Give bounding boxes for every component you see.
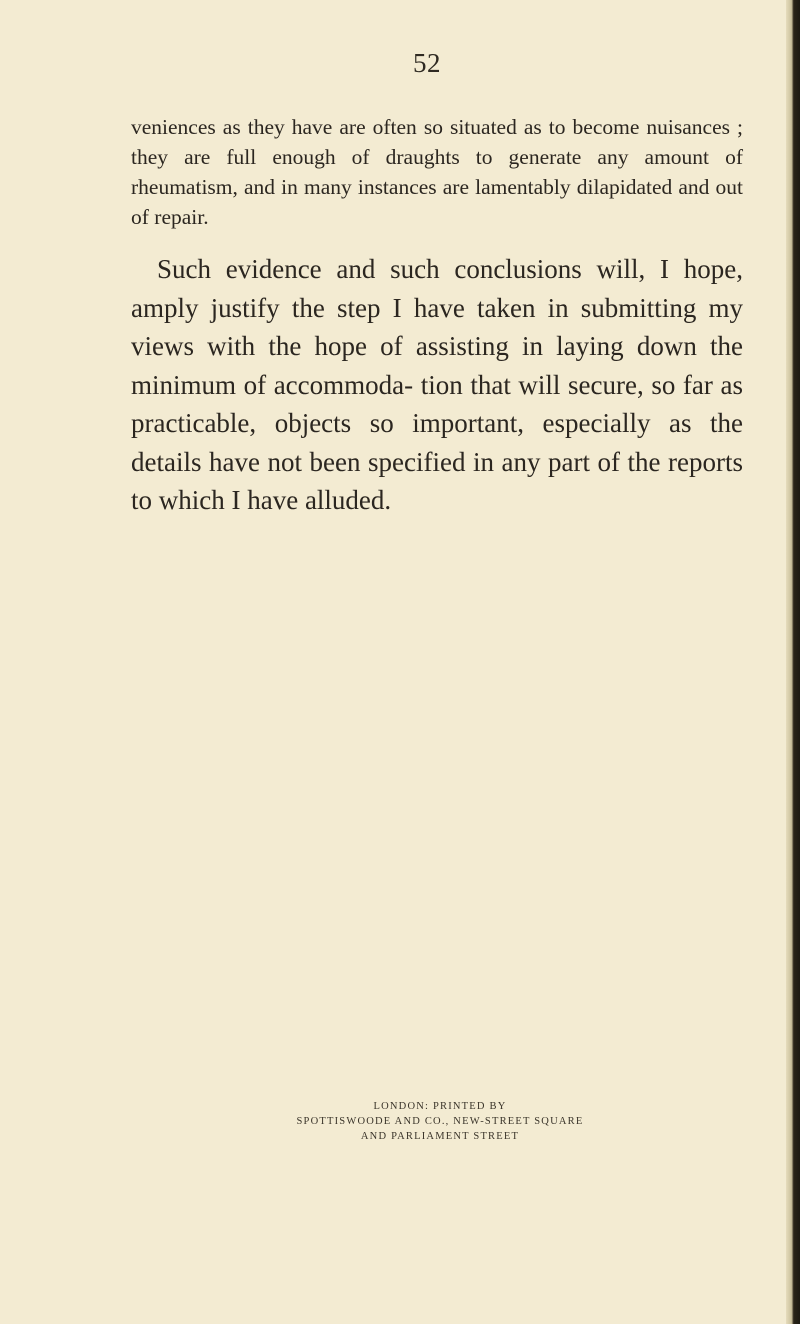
imprint-line-3: AND PARLIAMENT STREET	[360, 1131, 520, 1142]
imprint-line-1: LONDON: PRINTED BY	[373, 1101, 507, 1112]
paragraph-conclusion: Such evidence and such conclusions will, I hope, amply justify the step I have taken in submitting my views with the hope of assisting in laying down the minimum of accommoda- tion that will secure, so far as practicable, objects so important, especially as the details have not been specified in any part of the reports to which I have alluded.	[131, 254, 743, 515]
imprint-line-2: SPOTTISWOODE AND CO., NEW-STREET SQUARE	[296, 1116, 584, 1127]
paragraph-continuation: veniences as they have are often so situated as to become nuisances ; they are full enough of draughts to generate any amount of rheumatism, and in many instances are lamentably dilapidated and out of repair.	[131, 115, 743, 229]
page-edge-shadow	[786, 0, 800, 1324]
page-number: 52	[413, 48, 441, 78]
printer-imprint	[195, 1099, 685, 1144]
